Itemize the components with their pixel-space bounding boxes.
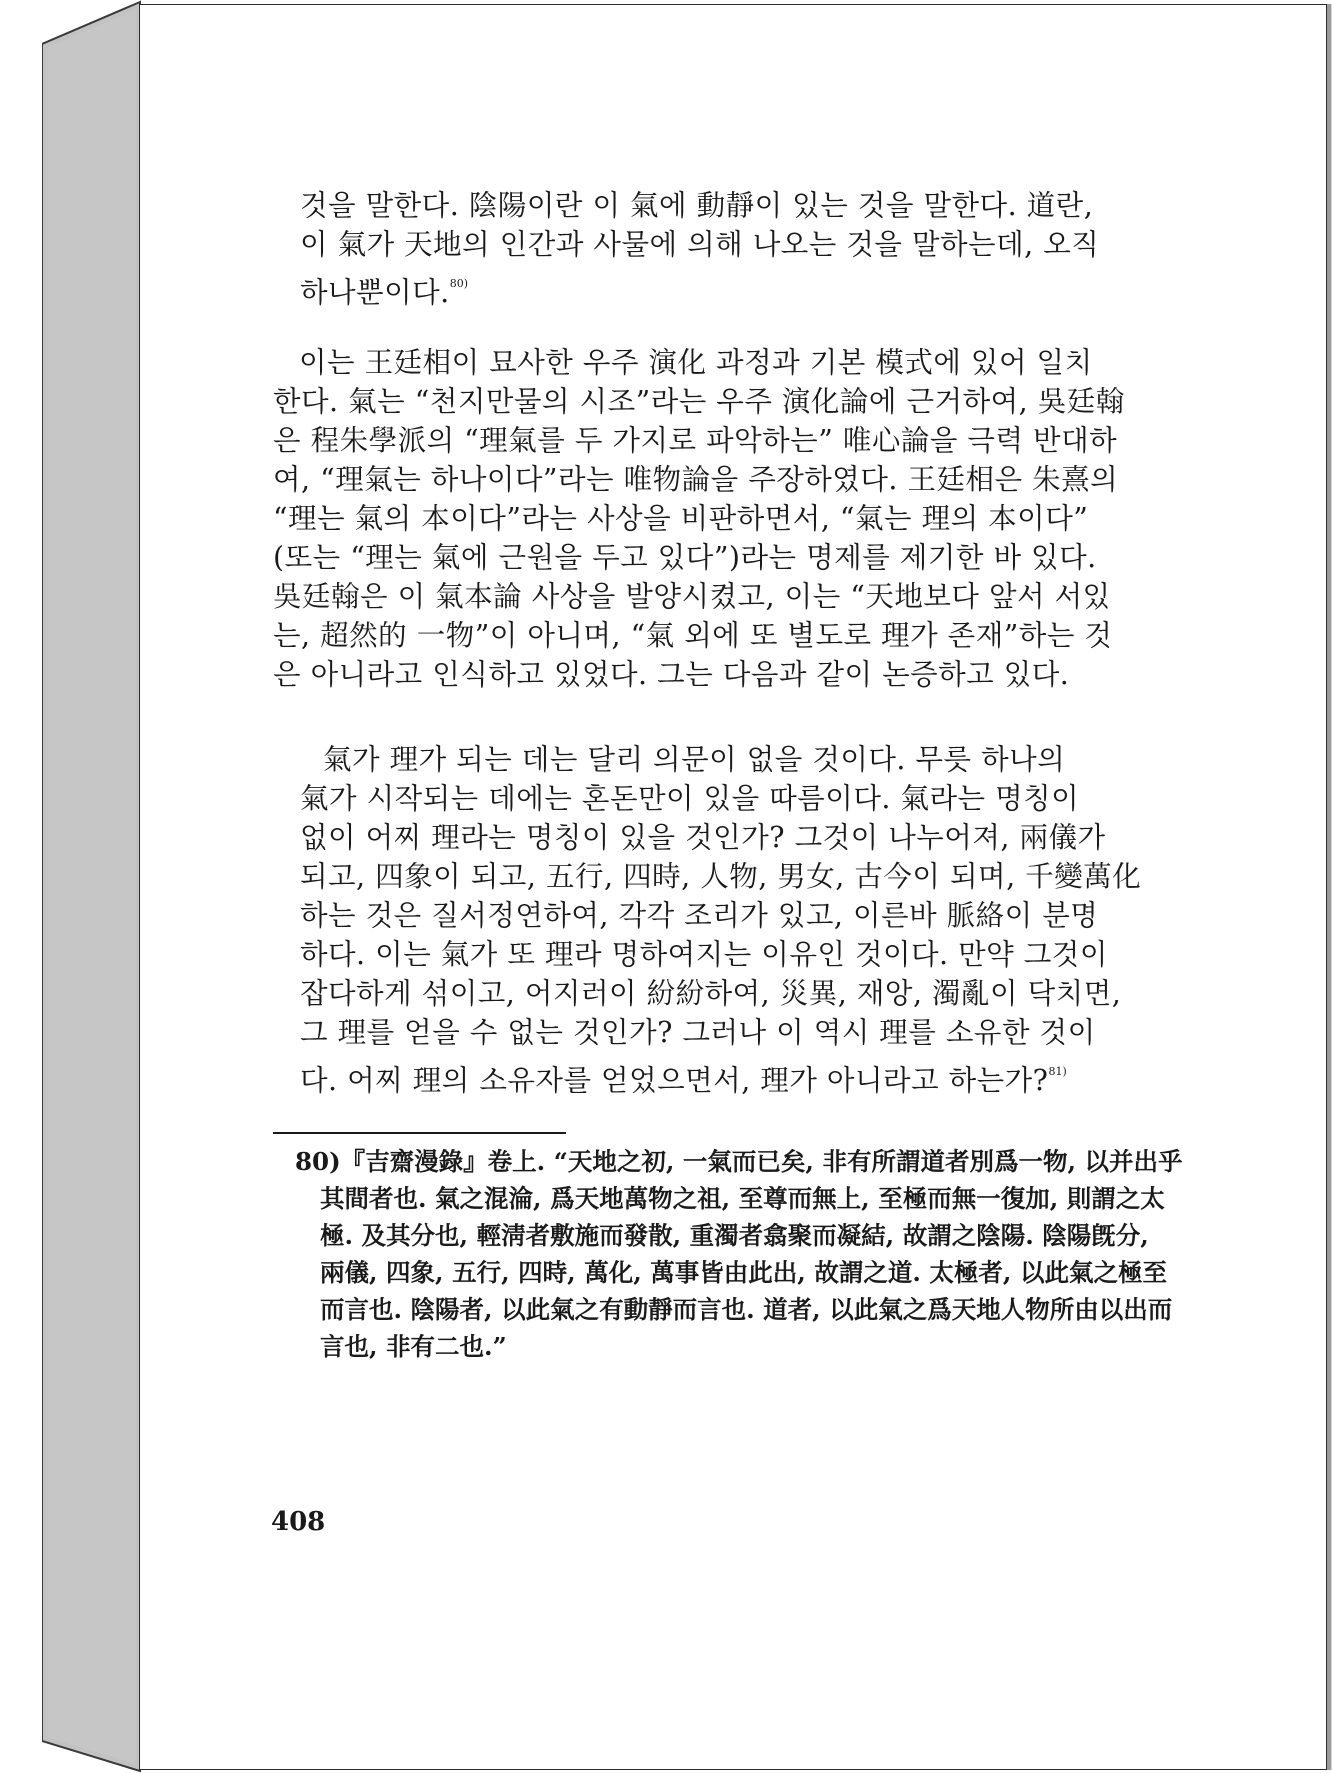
- footnote-reference: 81): [1048, 1065, 1067, 1078]
- quote-line-text: 하나뿐이다.: [300, 276, 450, 309]
- quote-line: 없이 어찌 理라는 명칭이 있을 것인가? 그것이 나누어져, 兩儀가: [300, 821, 1106, 854]
- paragraph-line: (또는 “理는 氣에 근원을 두고 있다”)라는 명제를 제기한 바 있다.: [273, 541, 1097, 574]
- paragraph-line: 吳廷翰은 이 氣本論 사상을 발양시켰고, 이는 “天地보다 앞서 서있: [273, 580, 1111, 613]
- quote-line: [300, 1052, 1067, 1101]
- quote-line: 氣가 理가 되는 데는 달리 의문이 없을 것이다. 무릇 하나의: [323, 743, 1066, 776]
- quote-line: 것을 말한다. 陰陽이란 이 氣에 動靜이 있는 것을 말한다. 道란,: [300, 189, 1094, 222]
- quote-line: 하다. 이는 氣가 또 理라 명하여지는 이유인 것이다. 만약 그것이: [300, 938, 1108, 971]
- page-number: 408: [271, 1507, 326, 1537]
- paragraph-line: 여, “理氣는 하나이다”라는 唯物論을 주장하였다. 王廷相은 朱熹의: [273, 463, 1119, 496]
- quote-line: 이 氣가 天地의 인간과 사물에 의해 나오는 것을 말하는데, 오직: [300, 228, 1100, 261]
- footnote-line: 兩儀, 四象, 五行, 四時, 萬化, 萬事皆由此出, 故謂之道. 太極者, 以此氣之極至: [320, 1258, 1167, 1287]
- footnote-line: 而言也. 陰陽者, 以此氣之有動靜而言也. 道者, 以此氣之爲天地人物所由以出而: [320, 1295, 1173, 1324]
- paragraph-line: 는, 超然的 一物”이 아니며, “氣 외에 또 별도로 理가 존재”하는 것: [273, 619, 1113, 652]
- paragraph-line: 은 程朱學派의 “理氣를 두 가지로 파악하는” 唯心論을 극력 반대하: [273, 424, 1118, 457]
- footnote-reference: 80): [449, 277, 469, 290]
- quote-line: 되고, 四象이 되고, 五行, 四時, 人物, 男女, 古今이 되며, 千變萬化: [300, 860, 1142, 893]
- footnote-line: 其間者也. 氣之混淪, 爲天地萬物之祖, 至尊而無上, 至極而無一復加, 則謂之太: [320, 1184, 1165, 1213]
- book-page: [139, 4, 1327, 1770]
- footnote-divider: [273, 1132, 566, 1134]
- paragraph-line: 이는 王廷相이 묘사한 우주 演化 과정과 기본 模式에 있어 일치: [299, 346, 1093, 379]
- book-spine: [42, 0, 142, 1773]
- paragraph-line: 한다. 氣는 “천지만물의 시조”라는 우주 演化論에 근거하여, 吳廷翰: [273, 385, 1125, 418]
- quote-line: 그 理를 얻을 수 없는 것인가? 그러나 이 역시 理를 소유한 것이: [300, 1016, 1096, 1049]
- quote-line: 잡다하게 섞이고, 어지러이 紛紛하여, 災異, 재앙, 濁亂이 닥치면,: [300, 977, 1122, 1010]
- footnote-line: 言也, 非有二也.”: [320, 1332, 507, 1361]
- quote-line-text: 다. 어찌 理의 소유자를 얻었으면서, 理가 아니라고 하는가?: [300, 1064, 1049, 1097]
- footnote-line: 80)『吉齋漫錄』卷上. “天地之初, 一氣而已矣, 非有所謂道者別爲一物, 以并出乎: [295, 1147, 1183, 1176]
- footnote-line: 極. 及其分也, 輕淸者敷施而發散, 重濁者翕聚而凝結, 故謂之陰陽. 陰陽旣分,: [320, 1221, 1149, 1250]
- quote-line: [300, 264, 468, 313]
- quote-line: 하는 것은 질서정연하여, 각각 조리가 있고, 이른바 脈絡이 분명: [300, 899, 1099, 932]
- paragraph-line: 은 아니라고 인식하고 있었다. 그는 다음과 같이 논증하고 있다.: [273, 658, 1070, 691]
- quote-line: 氣가 시작되는 데에는 혼돈만이 있을 따름이다. 氣라는 명칭이: [300, 782, 1080, 815]
- paragraph-line: “理는 氣의 本이다”라는 사상을 비판하면서, “氣는 理의 本이다”: [273, 502, 1089, 535]
